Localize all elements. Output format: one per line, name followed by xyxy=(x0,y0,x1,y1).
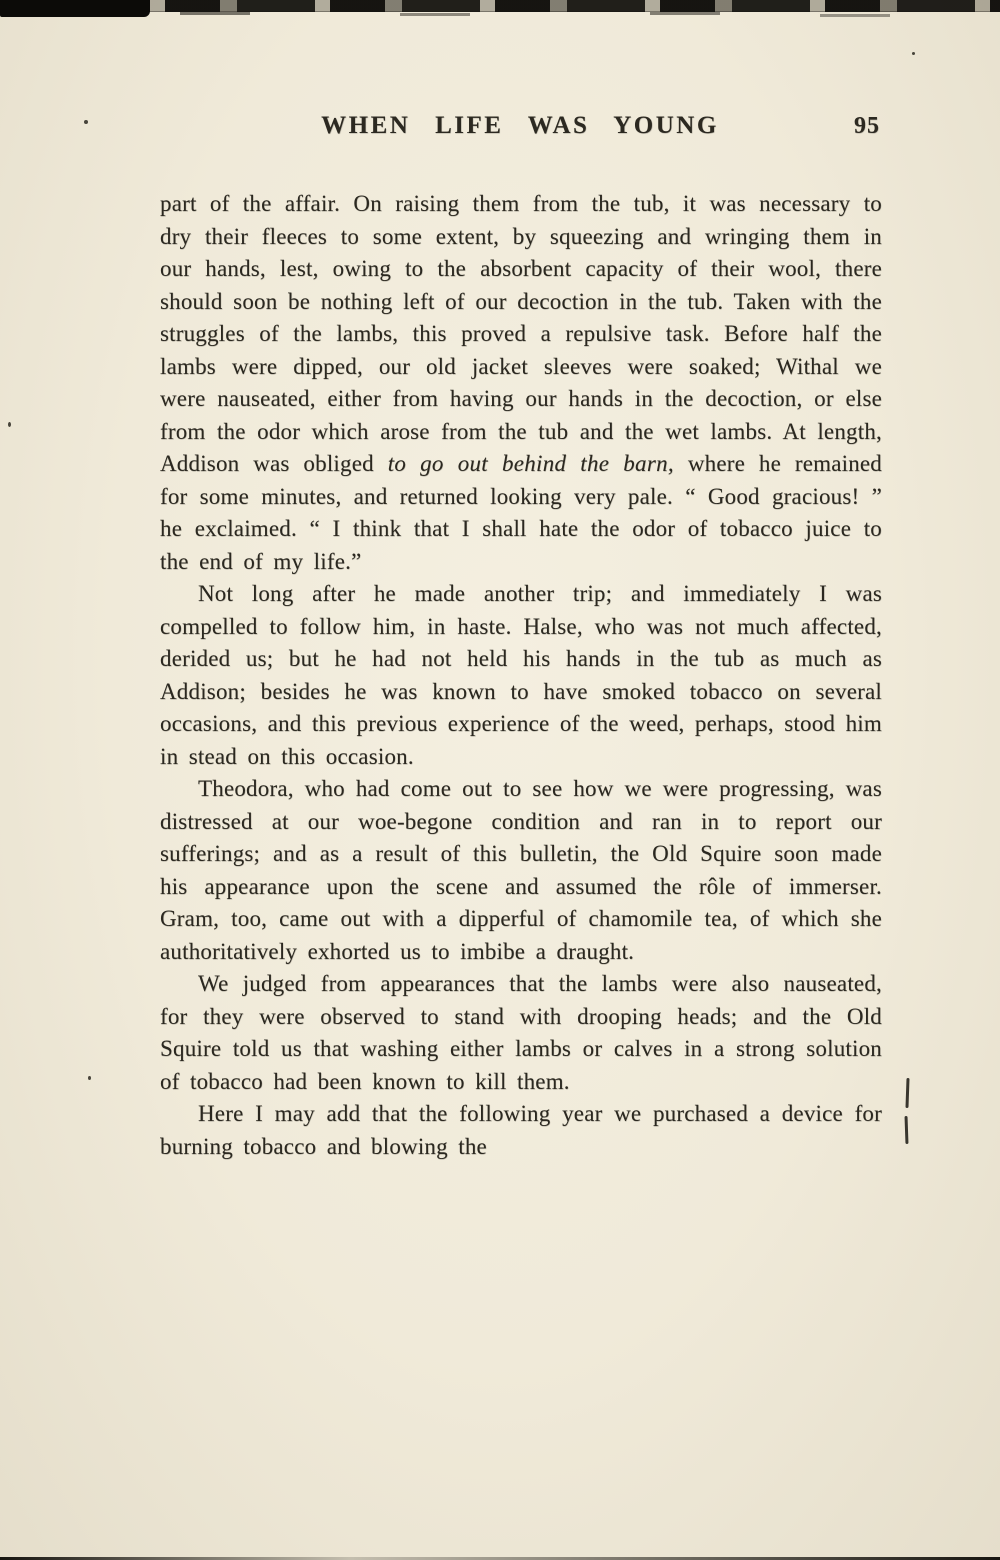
text-segment: where he remained for some minutes, and returned looking very pale. “ Good gracious! ” he exclaimed. “ I think that I shall hate the odor of tobacco juice to the end of my life.” xyxy=(160,451,883,574)
paragraph: Not long after he made another trip; and immediately I was compelled to follow him, in haste. Halse, who was not much affected, derided us; but he had not held his hands in the tub as much as Addison; besides he was known to have smoked tobacco on several occasions, and this previous experience of the weed, perhaps, stood him in stead on this occasion. xyxy=(160,581,882,769)
text-segment: part of the affair. On raising them from the tub, it was necessary to dry their fleeces to some extent, by squeezing and wringing them in our hands, lest, owing to the absorbent capacity of their wool, there should soon be nothing left of our decoction in the tub. Taken with the struggles of the lambs, this proved a repulsive task. Before half the lambs were dipped, our old jacket sleeves were soaked; Withal we were nauseated, either from having our hands in the decoction, or else from the odor which arose from the tub and the wet lambs. At length, Addison was obliged xyxy=(160,191,882,476)
page-header xyxy=(160,112,880,146)
paragraph-continuation xyxy=(160,188,882,578)
scan-speck xyxy=(84,120,88,124)
scan-stray-mark xyxy=(905,1116,909,1144)
paragraph: Theodora, who had come out to see how we were progressing, was distressed at our woe-begone condition and ran in to report our sufferings; and as a result of this bulletin, the Old Squire soon made his appearance upon the scene and assumed the rôle of immerser. Gram, too, came out with a dipperful of chamomile tea, of which she authoritatively exhorted us to imbibe a draught. xyxy=(160,776,882,964)
paragraph: We judged from appearances that the lambs were also nauseated, for they were observed to stand with drooping heads; and the Old Squire told us that washing either lambs or calves in a strong solution of tobacco had been known to kill them. xyxy=(160,971,882,1094)
scan-stray-mark xyxy=(905,1078,909,1108)
running-title: WHEN LIFE WAS YOUNG xyxy=(321,112,719,139)
scan-edge-artifact-top xyxy=(0,0,1000,12)
page-body xyxy=(160,188,882,1163)
scan-speck xyxy=(88,1076,91,1080)
paragraph: Here I may add that the following year we purchased a device for burning tobacco and blowing the xyxy=(160,1101,882,1159)
italic-phrase: to go out behind the barn, xyxy=(387,451,674,476)
scan-speck xyxy=(912,52,915,55)
page-number: 95 xyxy=(854,113,880,139)
scan-speck xyxy=(8,422,11,427)
